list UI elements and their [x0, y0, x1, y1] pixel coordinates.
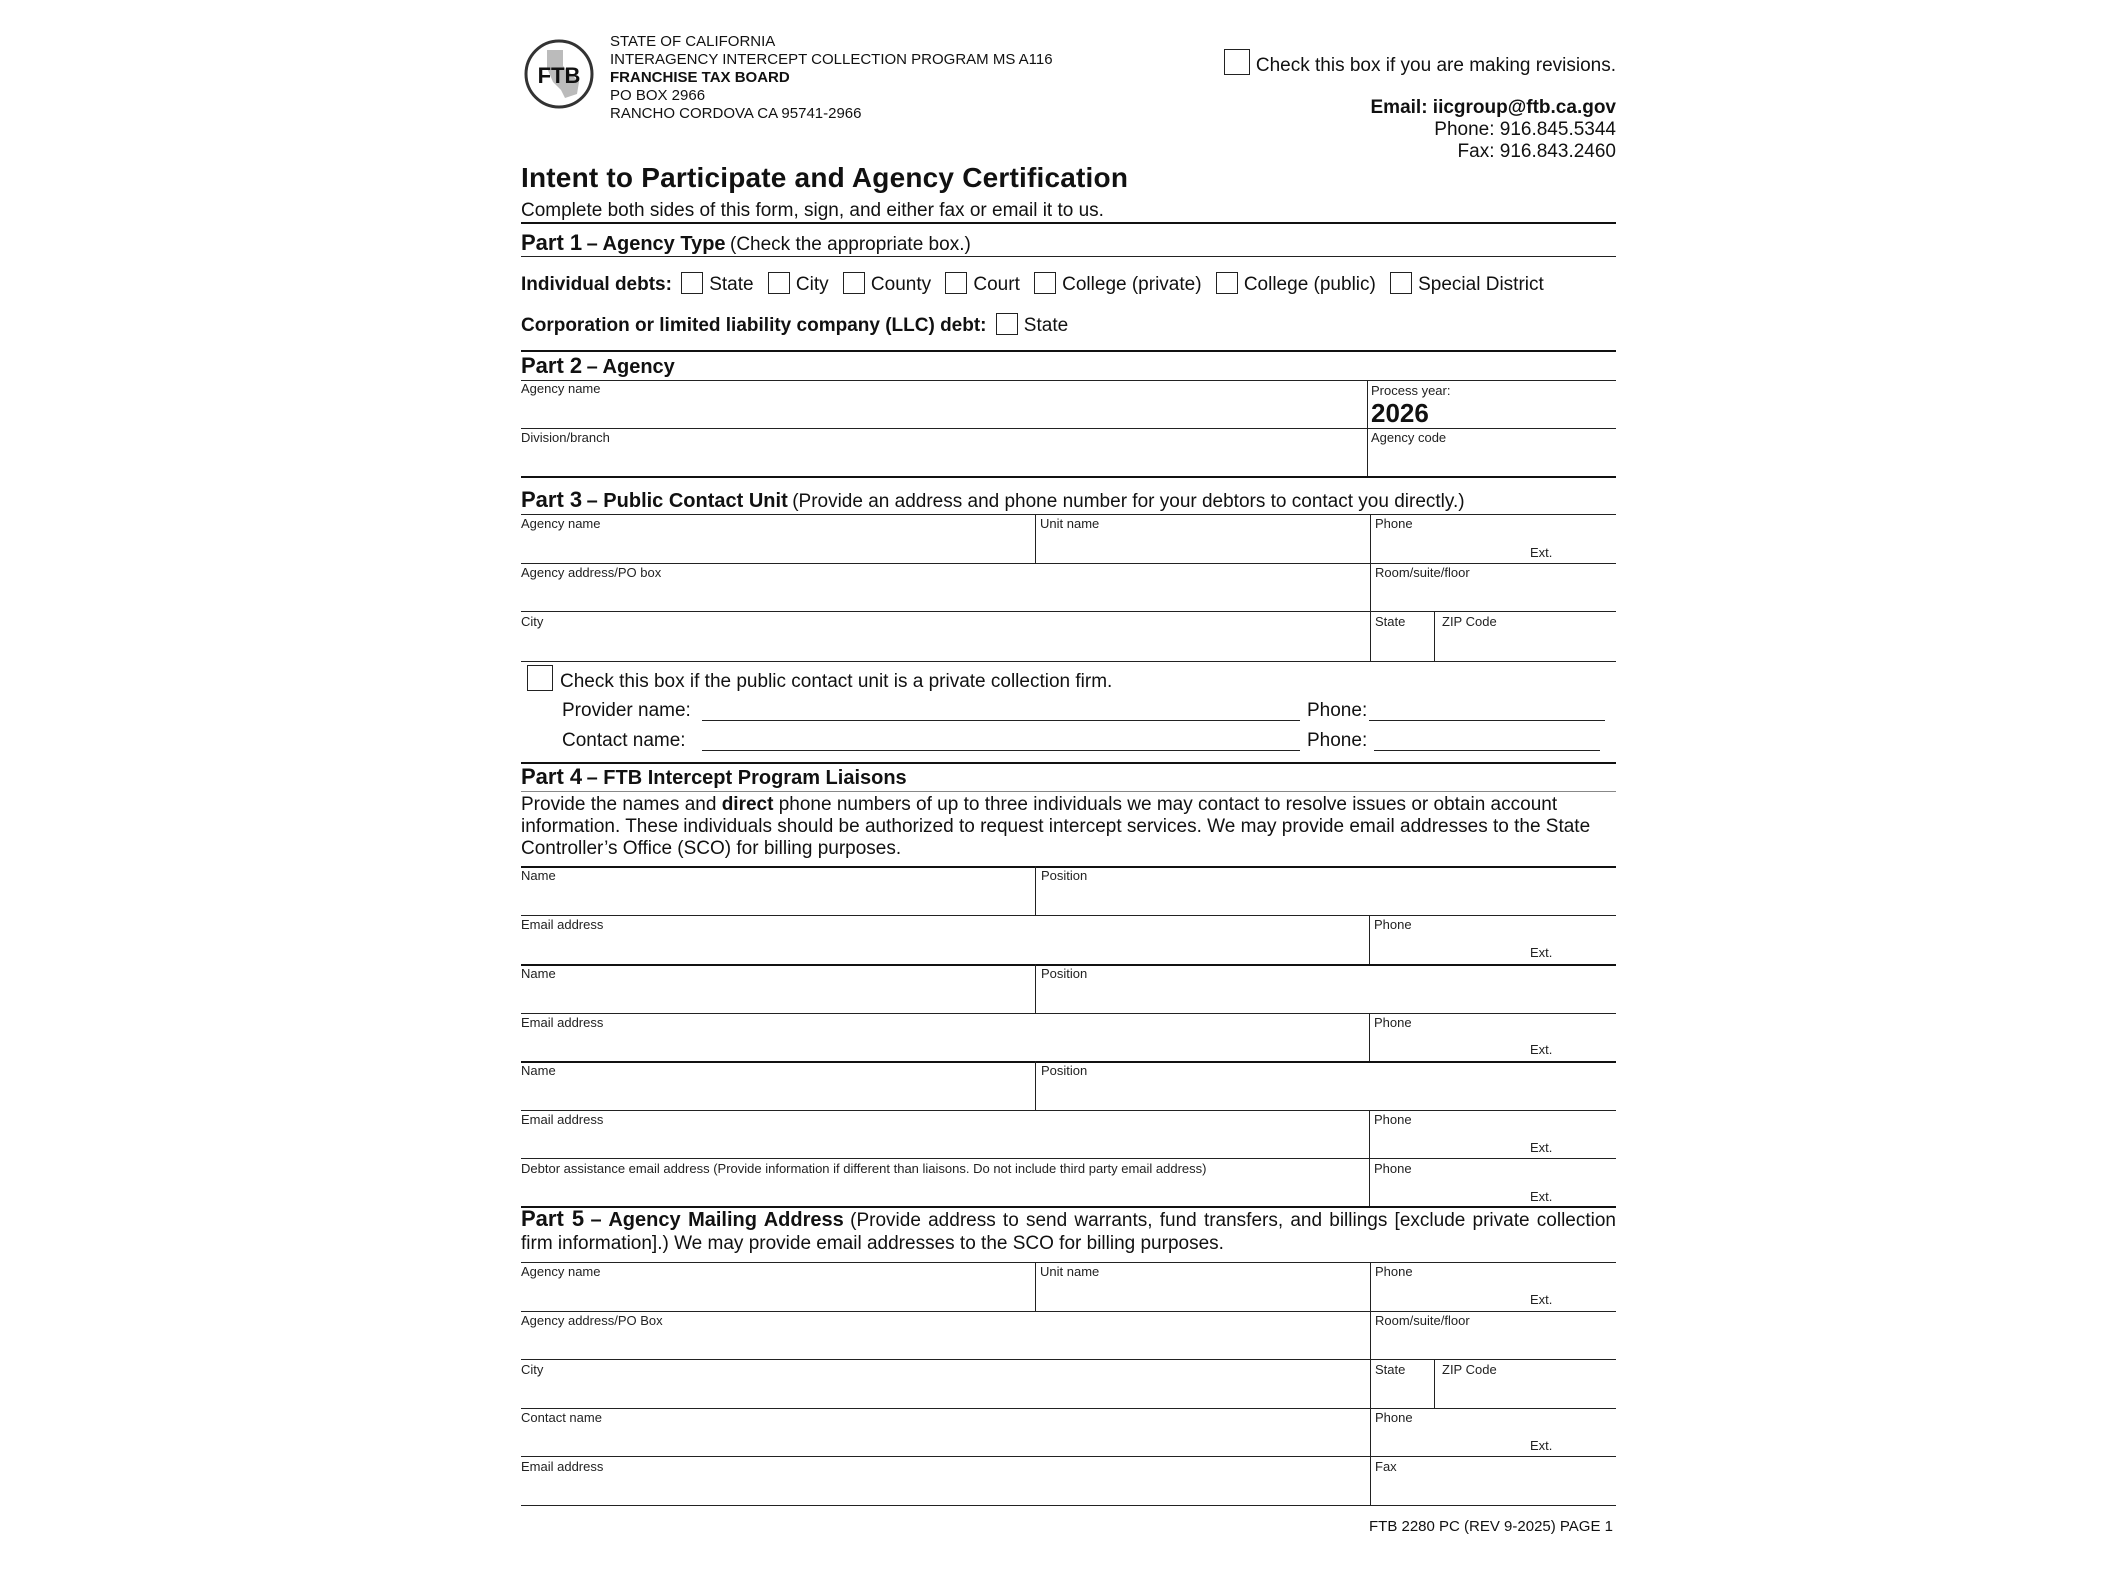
divider: [521, 915, 1616, 916]
court-checkbox[interactable]: [945, 272, 967, 294]
option-label: State: [1023, 315, 1069, 336]
p5-email-field[interactable]: Email address: [521, 1459, 604, 1474]
part2-header: [521, 353, 675, 379]
contact-block: [1371, 97, 1617, 163]
liaison3-position-field[interactable]: Position: [1041, 1063, 1088, 1078]
process-year-label: Process year:: [1371, 383, 1451, 398]
divider: [521, 1013, 1616, 1014]
part4-title: – FTB Intercept Program Liaisons: [586, 767, 907, 789]
liaison2-name-field[interactable]: Name: [521, 966, 556, 981]
part1-desc: (Check the appropriate box.): [730, 234, 971, 255]
revision-checkbox-label: Check this box if you are making revisions.: [1255, 55, 1616, 76]
contact-name-label: Contact name:: [562, 730, 686, 751]
divider: [1434, 1359, 1435, 1408]
p5-contact-ext-label: Ext.: [1530, 1438, 1553, 1453]
divider: [1370, 514, 1371, 661]
contact-name-line[interactable]: [702, 750, 1300, 751]
option-label: State: [709, 274, 754, 295]
option-label: College (private): [1062, 274, 1202, 295]
divider: [521, 380, 1616, 381]
pobox-line: PO BOX 2966: [610, 87, 706, 104]
part4-desc: Provide the names and direct phone numbers of up to three individuals we may contact to resolve issues or obtain account information. These individuals should be authorized to request intercept services. We may provide email addresses to the State Controller’s Office (SCO) for billing purposes.: [521, 794, 1591, 859]
provider-name-label: Provider name:: [562, 700, 691, 721]
divider: [521, 1110, 1616, 1111]
p3-room-field[interactable]: Room/suite/floor: [1375, 565, 1470, 580]
provider-name-line[interactable]: [702, 720, 1300, 721]
agency-code-field[interactable]: Agency code: [1371, 430, 1447, 445]
divider: [521, 1262, 1616, 1263]
divider: [521, 611, 1616, 612]
part5-title: – Agency Mailing Address: [590, 1209, 844, 1231]
debtor-ext-label: Ext.: [1530, 1189, 1553, 1204]
private-firm-label: Check this box if the public contact unit is a private collection firm.: [560, 671, 1113, 692]
liaison2-ext-label: Ext.: [1530, 1042, 1553, 1057]
option-label: Special District: [1418, 274, 1544, 295]
individual-debts-label: Individual debts:: [521, 274, 672, 295]
divider: [521, 1456, 1616, 1457]
divider: [521, 661, 1616, 662]
form-footer: FTB 2280 PC (REV 9-2025) PAGE 1: [1369, 1518, 1613, 1535]
p5-contact-phone-field[interactable]: Phone: [1375, 1410, 1413, 1425]
page-subtitle: Complete both sides of this form, sign, and either fax or email it to us.: [521, 200, 1104, 221]
college-public-checkbox[interactable]: [1216, 272, 1238, 294]
state-checkbox[interactable]: [681, 272, 703, 294]
p3-unit-name-field[interactable]: Unit name: [1040, 516, 1100, 531]
divider: [521, 1505, 1616, 1506]
p5-unit-name-field[interactable]: Unit name: [1040, 1264, 1100, 1279]
divider: [521, 563, 1616, 564]
p5-phone-field[interactable]: Phone: [1375, 1264, 1413, 1279]
part2-number: Part 2: [521, 353, 583, 378]
liaison1-phone-field[interactable]: Phone: [1374, 917, 1412, 932]
corp-debt-row: [521, 313, 1068, 337]
special-district-checkbox[interactable]: [1390, 272, 1412, 294]
divider: [521, 1359, 1616, 1360]
divider: [521, 350, 1616, 352]
part3-title: – Public Contact Unit: [586, 490, 788, 512]
part3-number: Part 3: [521, 487, 583, 512]
divider: [1035, 964, 1036, 1013]
agency-address-block: [610, 33, 1053, 123]
p3-zip-field[interactable]: ZIP Code: [1442, 614, 1497, 629]
contact-phone: Phone: 916.845.5344: [1434, 119, 1616, 140]
divider: [1369, 915, 1370, 964]
p3-ext-label: Ext.: [1530, 545, 1553, 560]
board-line: FRANCHISE TAX BOARD: [610, 69, 790, 86]
provider-phone-line[interactable]: [1369, 720, 1605, 721]
divider: [521, 256, 1616, 257]
contact-phone-line[interactable]: [1374, 750, 1600, 751]
city-checkbox[interactable]: [768, 272, 790, 294]
liaison3-ext-label: Ext.: [1530, 1140, 1553, 1155]
liaison3-email-field[interactable]: Email address: [521, 1112, 604, 1127]
p5-fax-field[interactable]: Fax: [1375, 1459, 1397, 1474]
divider: [521, 514, 1616, 515]
divider: [1369, 1013, 1370, 1061]
provider-phone-label: Phone:: [1307, 700, 1368, 721]
revision-checkbox[interactable]: [1224, 49, 1250, 75]
p5-city-field[interactable]: City: [521, 1362, 544, 1377]
divider: [521, 1311, 1616, 1312]
divider: [1035, 1061, 1036, 1110]
p3-phone-field[interactable]: Phone: [1375, 516, 1413, 531]
divider: [521, 476, 1616, 478]
private-firm-row: [527, 665, 1112, 693]
part2-title: – Agency: [586, 356, 675, 378]
page-title: Intent to Participate and Agency Certification: [521, 162, 1129, 193]
program-line: INTERAGENCY INTERCEPT COLLECTION PROGRAM MS A116: [610, 51, 1053, 68]
agency-name-field[interactable]: Agency name: [521, 381, 601, 396]
city-line: RANCHO CORDOVA CA 95741-2966: [610, 105, 862, 122]
divider: [521, 222, 1616, 224]
option-label: County: [870, 274, 932, 295]
contact-fax: Fax: 916.843.2460: [1457, 141, 1616, 162]
part1-header: [521, 230, 971, 256]
debtor-email-field[interactable]: Debtor assistance email address (Provide information if different than liaisons. Do not include third party email address): [521, 1161, 1207, 1176]
state-line: STATE OF CALIFORNIA: [610, 33, 776, 50]
liaison1-ext-label: Ext.: [1530, 945, 1553, 960]
part1-number: Part 1: [521, 230, 583, 255]
division-branch-field[interactable]: Division/branch: [521, 430, 610, 445]
p5-ext-label: Ext.: [1530, 1292, 1553, 1307]
p5-agency-name-field[interactable]: Agency name: [521, 1264, 601, 1279]
part5-desc: (Provide address to send warrants, fund transfers, and billings [exclude private collection firm information].) We may provide email addresses to the SCO for billing purposes.: [521, 1210, 1616, 1254]
option-label: College (public): [1243, 274, 1376, 295]
svg-text:FTB: FTB: [537, 63, 581, 88]
divider: [1035, 514, 1036, 563]
divider: [521, 428, 1616, 429]
p3-city-field[interactable]: City: [521, 614, 544, 629]
option-label: Court: [973, 274, 1020, 295]
divider: [521, 791, 1616, 792]
contact-email[interactable]: Email: iicgroup@ftb.ca.gov: [1370, 97, 1616, 118]
p5-contact-name-field[interactable]: Contact name: [521, 1410, 602, 1425]
part4-header: [521, 764, 907, 790]
option-label: City: [795, 274, 829, 295]
part1-title: – Agency Type: [586, 233, 726, 255]
liaison2-phone-field[interactable]: Phone: [1374, 1015, 1412, 1030]
liaison3-name-field[interactable]: Name: [521, 1063, 556, 1078]
college-private-checkbox[interactable]: [1034, 272, 1056, 294]
p3-state-field[interactable]: State: [1375, 614, 1406, 629]
corp-debt-label: Corporation or limited liability company (LLC) debt:: [521, 315, 987, 336]
divider: [1370, 1262, 1371, 1505]
corp-state-checkbox[interactable]: [996, 313, 1018, 335]
liaison1-position-field[interactable]: Position: [1041, 868, 1088, 883]
p3-agency-name-field[interactable]: Agency name: [521, 516, 601, 531]
p5-room-field[interactable]: Room/suite/floor: [1375, 1313, 1470, 1328]
liaison3-phone-field[interactable]: Phone: [1374, 1112, 1412, 1127]
debtor-phone-field[interactable]: Phone: [1374, 1161, 1412, 1176]
divider: [521, 1158, 1616, 1159]
divider: [521, 1408, 1616, 1409]
county-checkbox[interactable]: [843, 272, 865, 294]
p3-address-field[interactable]: Agency address/PO box: [521, 565, 662, 580]
divider: [1035, 1262, 1036, 1311]
liaison1-name-field[interactable]: Name: [521, 868, 556, 883]
part5-number: Part 5: [521, 1206, 585, 1231]
divider: [1434, 611, 1435, 661]
part3-header: [521, 487, 1465, 513]
liaison2-position-field[interactable]: Position: [1041, 966, 1088, 981]
part5-header: [521, 1208, 1616, 1256]
part4-number: Part 4: [521, 764, 583, 789]
p5-zip-field[interactable]: ZIP Code: [1442, 1362, 1497, 1377]
revision-checkbox-row: [1224, 49, 1616, 77]
process-year-value: 2026: [1371, 398, 1429, 428]
divider: [1035, 866, 1036, 915]
private-firm-checkbox[interactable]: [527, 665, 553, 691]
contact-phone-label: Phone:: [1307, 730, 1368, 751]
individual-debts-row: [521, 272, 1544, 296]
ftb-logo: [523, 38, 595, 110]
p5-state-field[interactable]: State: [1375, 1362, 1406, 1377]
liaison1-email-field[interactable]: Email address: [521, 917, 604, 932]
form-page: [521, 0, 1616, 1584]
part3-desc: (Provide an address and phone number for your debtors to contact you directly.): [792, 491, 1465, 512]
liaison2-email-field[interactable]: Email address: [521, 1015, 604, 1030]
p5-address-field[interactable]: Agency address/PO Box: [521, 1313, 663, 1328]
